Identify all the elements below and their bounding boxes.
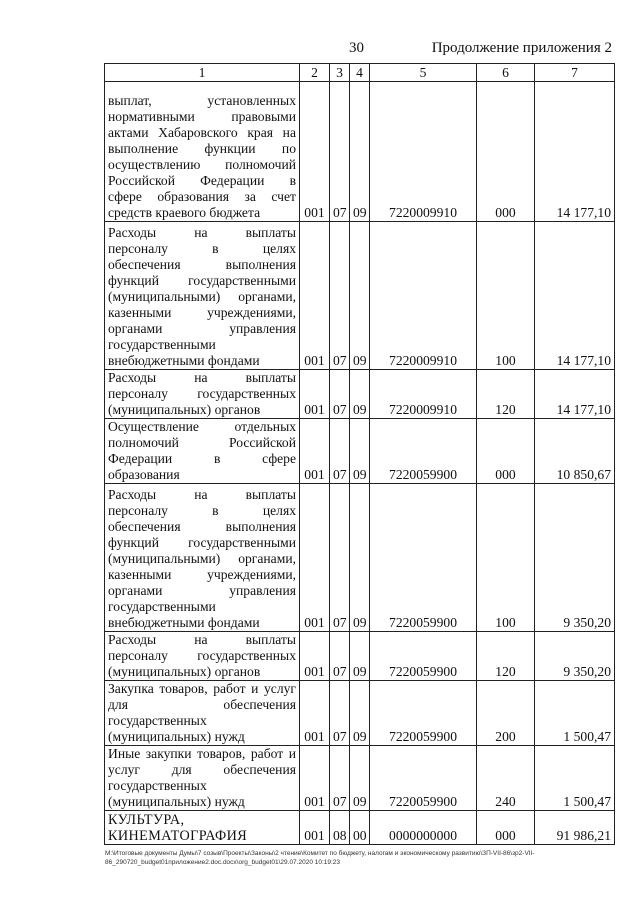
code-subsection-cell: 09 [350, 82, 370, 222]
table-row [105, 681, 615, 746]
code-section-cell: 07 [330, 222, 350, 370]
row-name-line: обеспечения выполнения [108, 257, 296, 272]
row-name-line: Осуществление отдельных [108, 419, 296, 434]
row-name-cell [105, 681, 300, 746]
row-name-line: КИНЕМАТОГРАФИЯ [108, 828, 248, 844]
continuation-label: Продолжение приложения 2 [431, 40, 612, 56]
code-section-cell: 07 [330, 681, 350, 746]
code-target-cell: 7220059900 [370, 419, 477, 484]
row-name-line: (муниципальными) органами, [108, 289, 296, 304]
row-name-line: персоналу государственных [108, 648, 296, 663]
row-name-line: Расходы на выплаты [108, 632, 296, 647]
row-name-line: выполнение функции по [108, 141, 296, 156]
row-name-line: осуществлению полномочий [108, 157, 296, 172]
column-header: 5 [370, 64, 477, 82]
code-admin-cell: 001 [300, 681, 330, 746]
code-section-cell: 07 [330, 632, 350, 681]
code-admin-cell: 001 [300, 811, 330, 845]
code-expense-type-cell: 100 [477, 484, 535, 632]
row-name-line: государственных [108, 713, 207, 728]
code-expense-type-cell: 000 [477, 811, 535, 845]
row-name-line: Расходы на выплаты [108, 225, 296, 240]
column-header: 6 [477, 64, 535, 82]
table-header-row [105, 64, 615, 82]
code-subsection-cell: 09 [350, 222, 370, 370]
row-name-line: (муниципальных) органов [108, 664, 261, 679]
row-name-line: внебюджетными фондами [108, 353, 260, 368]
code-target-cell: 7220009910 [370, 82, 477, 222]
table-row [105, 419, 615, 484]
column-header: 2 [300, 64, 330, 82]
row-name-cell [105, 222, 300, 370]
table-row [105, 484, 615, 632]
code-admin-cell: 001 [300, 746, 330, 811]
row-name-cell [105, 419, 300, 484]
page-number: 30 [349, 40, 364, 56]
code-subsection-cell: 09 [350, 632, 370, 681]
row-name-line: выплат, установленных [108, 93, 296, 108]
row-name-line: Российской Федерации в [108, 173, 296, 188]
row-name-line: персоналу в целях [108, 241, 296, 256]
code-target-cell: 7220009910 [370, 370, 477, 419]
code-expense-type-cell: 200 [477, 681, 535, 746]
code-admin-cell: 001 [300, 222, 330, 370]
amount-cell: 9 350,20 [535, 632, 615, 681]
row-name-line: полномочий Российской [108, 435, 296, 450]
row-name-line: обеспечения выполнения [108, 519, 296, 534]
row-name-line: органами управления [108, 583, 296, 598]
code-expense-type-cell: 100 [477, 222, 535, 370]
code-admin-cell: 001 [300, 632, 330, 681]
amount-cell: 9 350,20 [535, 484, 615, 632]
row-name-cell [105, 746, 300, 811]
code-admin-cell: 001 [300, 484, 330, 632]
code-subsection-cell: 09 [350, 484, 370, 632]
amount-cell: 14 177,10 [535, 222, 615, 370]
row-name-line: услуг для обеспечения [108, 762, 296, 777]
row-name-line: Расходы на выплаты [108, 487, 296, 502]
row-name-line: (муниципальных) нужд [108, 729, 245, 744]
row-name-cell [105, 370, 300, 419]
code-target-cell: 7220059900 [370, 746, 477, 811]
row-name-line: актами Хабаровского края на [108, 125, 296, 140]
row-name-line: средств краевого бюджета [108, 205, 261, 220]
code-expense-type-cell: 120 [477, 632, 535, 681]
row-name-line: государственными [108, 337, 216, 352]
code-admin-cell: 001 [300, 419, 330, 484]
code-expense-type-cell: 000 [477, 419, 535, 484]
row-name-line: персоналу государственных [108, 386, 296, 401]
table-row [105, 370, 615, 419]
amount-cell: 91 986,21 [535, 811, 615, 845]
table-row [105, 222, 615, 370]
code-admin-cell: 001 [300, 370, 330, 419]
code-section-cell: 07 [330, 82, 350, 222]
code-section-cell: 07 [330, 746, 350, 811]
amount-cell: 10 850,67 [535, 419, 615, 484]
row-name-line: персоналу в целях [108, 503, 296, 518]
row-name-line: образования [108, 467, 180, 482]
table-row [105, 811, 615, 845]
code-section-cell: 07 [330, 370, 350, 419]
amount-cell: 1 500,47 [535, 681, 615, 746]
column-header: 1 [105, 64, 300, 82]
column-header: 4 [350, 64, 370, 82]
code-target-cell: 7220009910 [370, 222, 477, 370]
table-row [105, 82, 615, 222]
row-name-cell [105, 632, 300, 681]
code-expense-type-cell: 000 [477, 82, 535, 222]
row-name-line: функций государственными [108, 273, 296, 288]
code-subsection-cell: 09 [350, 419, 370, 484]
row-name-line: Федерации в сфере [108, 451, 296, 466]
code-subsection-cell: 09 [350, 681, 370, 746]
budget-table [104, 63, 615, 845]
code-subsection-cell: 09 [350, 370, 370, 419]
code-target-cell: 0000000000 [370, 811, 477, 845]
code-target-cell: 7220059900 [370, 484, 477, 632]
amount-cell: 14 177,10 [535, 370, 615, 419]
row-name-line: функций государственными [108, 535, 296, 550]
row-name-line: для обеспечения [108, 697, 296, 712]
row-name-line: (муниципальных) органов [108, 402, 261, 417]
row-name-line: сфере образования за счет [108, 189, 296, 204]
code-section-cell: 08 [330, 811, 350, 845]
code-admin-cell: 001 [300, 82, 330, 222]
table-row [105, 746, 615, 811]
column-header: 7 [535, 64, 615, 82]
code-target-cell: 7220059900 [370, 681, 477, 746]
code-section-cell: 07 [330, 484, 350, 632]
table-row [105, 632, 615, 681]
budget-table-body [105, 64, 615, 845]
row-name-cell [105, 811, 300, 845]
code-target-cell: 7220059900 [370, 632, 477, 681]
row-name-line: Расходы на выплаты [108, 370, 296, 385]
row-name-line: (муниципальными) органами, [108, 551, 296, 566]
code-expense-type-cell: 240 [477, 746, 535, 811]
row-name-line: (муниципальных) нужд [108, 794, 245, 809]
amount-cell: 1 500,47 [535, 746, 615, 811]
row-name-line: КУЛЬТУРА, [108, 812, 185, 828]
file-path-footer: M:\Итоговые документы Думы\7 созыв\Проекты\Законы\2 чтение\Комитет по бюджету, налогам и экономическому развитию\ЗП-VII-86\зр2-VII-86_290720_budget01приложение2.doc.docx\org_budget01\29.07.2020 10:19:23 [105, 850, 535, 866]
code-subsection-cell: 00 [350, 811, 370, 845]
row-name-cell [105, 484, 300, 632]
row-name-cell [105, 82, 300, 222]
amount-cell: 14 177,10 [535, 82, 615, 222]
row-name-line: Иные закупки товаров, работ и [108, 746, 296, 761]
row-name-line: казенными учреждениями, [108, 567, 296, 582]
row-name-line: государственных [108, 778, 207, 793]
code-subsection-cell: 09 [350, 746, 370, 811]
column-header: 3 [330, 64, 350, 82]
row-name-line: государственными [108, 599, 216, 614]
code-section-cell: 07 [330, 419, 350, 484]
row-name-line: органами управления [108, 321, 296, 336]
code-expense-type-cell: 120 [477, 370, 535, 419]
row-name-line: нормативными правовыми [108, 109, 296, 124]
row-name-line: внебюджетными фондами [108, 615, 260, 630]
row-name-line: казенными учреждениями, [108, 305, 296, 320]
row-name-line: Закупка товаров, работ и услуг [108, 681, 296, 696]
